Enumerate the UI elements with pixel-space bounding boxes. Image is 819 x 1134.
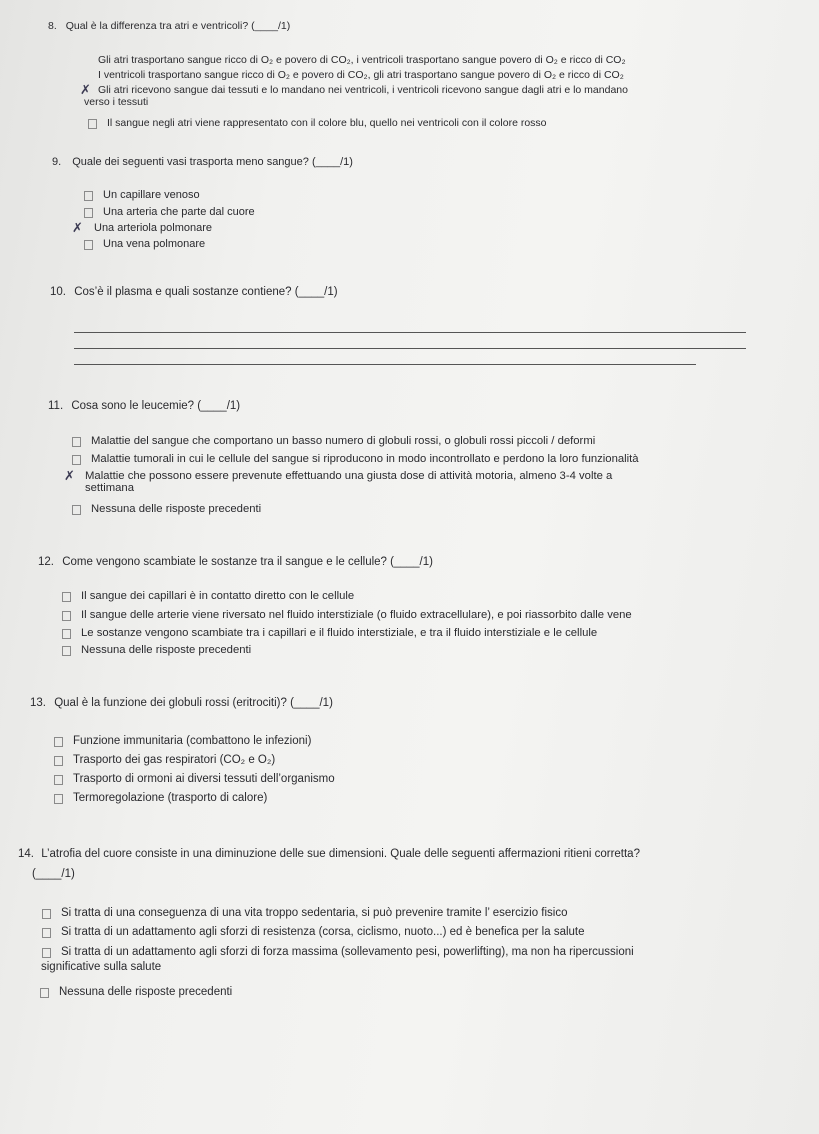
answer-line-3[interactable] bbox=[74, 364, 696, 365]
answer-line-2[interactable] bbox=[74, 348, 746, 349]
option-label-line2: significative sulla salute bbox=[41, 961, 162, 973]
question-8-title bbox=[48, 20, 290, 32]
question-text-line2: (____/1) bbox=[32, 868, 75, 880]
checkbox[interactable] bbox=[62, 611, 71, 621]
q14-option-4[interactable] bbox=[40, 986, 232, 998]
checkbox[interactable] bbox=[62, 646, 71, 656]
checkbox[interactable] bbox=[72, 505, 81, 515]
q14-option-3[interactable] bbox=[42, 946, 634, 973]
option-label: Malattie del sangue che comportano un basso numero di globuli rossi, o globuli rossi piccoli / deformi bbox=[91, 435, 596, 447]
option-label: Si tratta di un adattamento agli sforzi di resistenza (corsa, ciclismo, nuoto...) ed è benefica per la salute bbox=[61, 926, 585, 938]
q12-option-4[interactable] bbox=[62, 644, 251, 656]
q13-option-1[interactable] bbox=[54, 735, 311, 747]
option-label: Nessuna delle risposte precedenti bbox=[81, 644, 252, 656]
question-11-title bbox=[48, 400, 240, 412]
option-label: Il sangue dei capillari è in contatto diretto con le cellule bbox=[81, 590, 355, 602]
q8-option-3[interactable] bbox=[80, 82, 628, 108]
question-number: 10. bbox=[50, 286, 66, 298]
checkbox[interactable] bbox=[62, 629, 71, 639]
checkmark-x-icon: ✗ bbox=[80, 82, 91, 97]
q11-option-2[interactable] bbox=[72, 453, 639, 465]
q8-option-1[interactable] bbox=[84, 54, 626, 66]
option-label: Una arteria che parte dal cuore bbox=[103, 206, 255, 218]
checkbox[interactable] bbox=[88, 119, 97, 129]
checkbox[interactable] bbox=[84, 208, 93, 218]
question-text: Come vengono scambiate le sostanze tra il sangue e le cellule? (____/1) bbox=[62, 556, 433, 568]
question-number: 8. bbox=[48, 20, 57, 32]
checkbox[interactable] bbox=[72, 455, 81, 465]
option-label: Trasporto di ormoni ai diversi tessuti dell’organismo bbox=[73, 773, 335, 785]
checkbox[interactable] bbox=[54, 737, 63, 747]
q14-option-2[interactable] bbox=[42, 926, 585, 938]
checkbox[interactable] bbox=[42, 928, 51, 938]
q9-option-3[interactable] bbox=[72, 220, 213, 235]
option-label: Il sangue delle arterie viene riversato nel fluido interstiziale (o fluido extracellulare), e poi riassorbito dalle vene bbox=[81, 609, 632, 621]
option-label: Le sostanze vengono scambiate tra i capillari e il fluido interstiziale, e tra il fluido interstiziale e le cellule bbox=[81, 627, 598, 639]
option-label: Il sangue negli atri viene rappresentato con il colore blu, quello nei ventricoli con il colore rosso bbox=[107, 117, 547, 129]
question-text: Cos’è il plasma e quali sostanze contiene? (____/1) bbox=[74, 286, 338, 298]
checkbox[interactable] bbox=[84, 191, 93, 201]
question-text: Cosa sono le leucemie? (____/1) bbox=[71, 400, 241, 412]
option-label-line2: settimana bbox=[85, 482, 134, 494]
option-label: Una arteriola polmonare bbox=[94, 222, 213, 234]
checkbox[interactable] bbox=[54, 775, 63, 785]
q8-option-2[interactable] bbox=[84, 69, 624, 81]
option-label: Nessuna delle risposte precedenti bbox=[59, 986, 233, 998]
q11-option-4[interactable] bbox=[72, 503, 261, 515]
q9-option-4[interactable] bbox=[84, 238, 205, 250]
question-10-title bbox=[50, 286, 338, 298]
checkbox[interactable] bbox=[42, 948, 51, 958]
option-label: Termoregolazione (trasporto di calore) bbox=[73, 792, 268, 804]
question-9-title bbox=[52, 156, 353, 168]
q13-option-2[interactable] bbox=[54, 754, 275, 766]
q14-option-1[interactable] bbox=[42, 907, 568, 919]
option-label: I ventricoli trasportano sangue ricco di O₂ e povero di CO₂, gli atri trasportano sangue povero di O₂ e ricco di CO₂ bbox=[98, 69, 624, 81]
checkbox[interactable] bbox=[42, 909, 51, 919]
question-number: 13. bbox=[30, 697, 46, 709]
checkmark-x-icon: ✗ bbox=[72, 220, 83, 235]
option-label: Si tratta di una conseguenza di una vita troppo sedentaria, si può prevenire tramite l’ esercizio fisico bbox=[61, 907, 568, 919]
question-number: 9. bbox=[52, 156, 62, 168]
question-13-title bbox=[30, 697, 333, 709]
option-label: Nessuna delle risposte precedenti bbox=[91, 503, 262, 515]
question-14-score bbox=[32, 868, 75, 880]
checkbox[interactable] bbox=[62, 592, 71, 602]
question-text: Quale dei seguenti vasi trasporta meno sangue? (____/1) bbox=[72, 156, 353, 168]
q13-option-3[interactable] bbox=[54, 773, 335, 785]
q11-option-1[interactable] bbox=[72, 435, 595, 447]
checkbox[interactable] bbox=[54, 794, 63, 804]
option-label: Malattie tumorali in cui le cellule del sangue si riproducono in modo incontrollato e perdono la loro funzionalità bbox=[91, 453, 639, 465]
question-text: L’atrofia del cuore consiste in una diminuzione delle sue dimensioni. Quale delle seguenti affermazioni ritieni corretta? bbox=[41, 848, 640, 860]
question-number: 12. bbox=[38, 556, 54, 568]
checkmark-x-icon: ✗ bbox=[64, 468, 75, 483]
question-14-title bbox=[18, 848, 640, 860]
q12-option-1[interactable] bbox=[62, 590, 354, 602]
option-label: Si tratta di un adattamento agli sforzi di forza massima (sollevamento pesi, powerlifting), ma non ha ripercussioni bbox=[61, 946, 634, 958]
question-number: 14. bbox=[18, 848, 34, 860]
checkbox[interactable] bbox=[84, 240, 93, 250]
option-label: Trasporto dei gas respiratori (CO₂ e O₂) bbox=[73, 754, 276, 766]
option-label: Una vena polmonare bbox=[103, 238, 206, 250]
q13-option-4[interactable] bbox=[54, 792, 267, 804]
option-label: Malattie che possono essere prevenute effettuando una giusta dose di attività motoria, almeno 3-4 volte a bbox=[85, 470, 613, 482]
question-text: Qual è la funzione dei globuli rossi (eritrociti)? (____/1) bbox=[54, 697, 333, 709]
checkbox[interactable] bbox=[54, 756, 63, 766]
q9-option-2[interactable] bbox=[84, 206, 255, 218]
q11-option-3[interactable] bbox=[64, 468, 613, 494]
question-text: Qual è la differenza tra atri e ventricoli? (____/1) bbox=[65, 20, 291, 32]
option-label: Gli atri trasportano sangue ricco di O₂ e povero di CO₂, i ventricoli trasportano sangue povero di O₂ e ricco di CO₂ bbox=[98, 54, 626, 66]
option-label-line2: verso i tessuti bbox=[84, 96, 149, 108]
q12-option-3[interactable] bbox=[62, 627, 597, 639]
option-label: Funzione immunitaria (combattono le infezioni) bbox=[73, 735, 312, 747]
option-label: Gli atri ricevono sangue dai tessuti e lo mandano nei ventricoli, i ventricoli ricevono sangue dagli atri e lo mandano bbox=[98, 84, 628, 96]
question-12-title bbox=[38, 556, 433, 568]
question-number: 11. bbox=[48, 400, 64, 412]
checkbox[interactable] bbox=[72, 437, 81, 447]
checkbox[interactable] bbox=[40, 988, 49, 998]
q12-option-2[interactable] bbox=[62, 609, 632, 621]
q9-option-1[interactable] bbox=[84, 189, 200, 201]
option-label: Un capillare venoso bbox=[103, 189, 200, 201]
q8-option-4[interactable] bbox=[88, 117, 547, 129]
answer-line-1[interactable] bbox=[74, 332, 746, 333]
